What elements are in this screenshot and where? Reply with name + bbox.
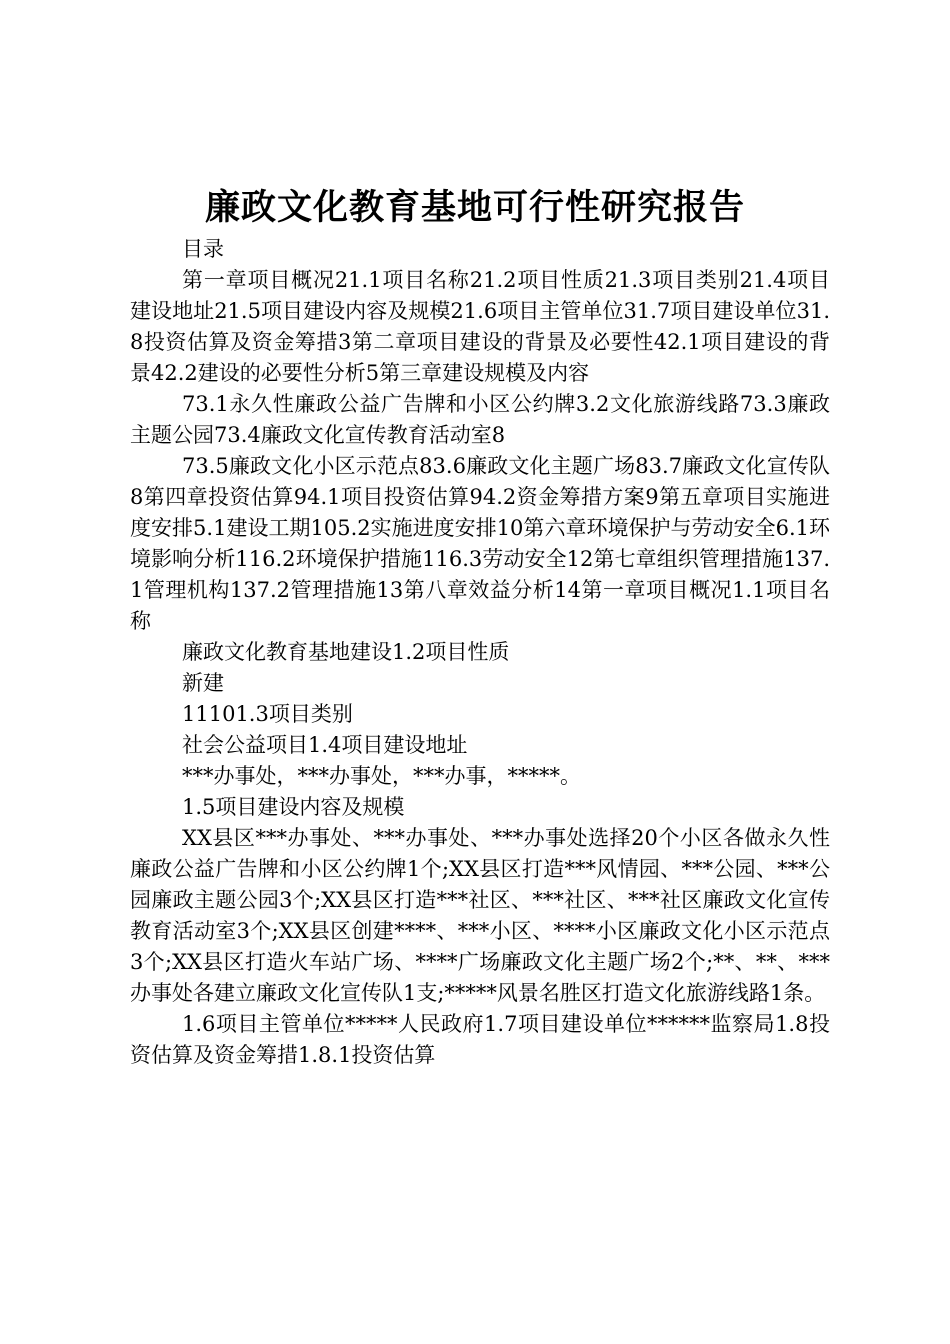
paragraph-project-address-heading: 社会公益项目1.4项目建设地址 bbox=[182, 733, 468, 757]
paragraph-project-name: 廉政文化教育基地建设1.2项目性质 bbox=[182, 640, 510, 664]
paragraph-toc-part-1: 第一章项目概况21.1项目名称21.2项目性质21.3项目类别21.4项目建设地址21.5项目建设内容及规模21.6项目主管单位31.7项目建设单位31.8投资估算及资金筹措3第二章项目建设的背景及必要性42.1项目建设的背景42.2建设的必要性分析5第三章建设规模及内容 bbox=[130, 268, 830, 385]
document-body bbox=[130, 234, 830, 1071]
paragraph-toc-heading: 目录 bbox=[182, 237, 224, 261]
paragraph-scope-heading: 1.5项目建设内容及规模 bbox=[182, 795, 405, 819]
paragraph-scope-content: XX县区***办事处、***办事处、***办事处选择20个小区各做永久性廉政公益广告牌和小区公约牌1个;XX县区打造***风情园、***公园、***公园廉政主题公园3个;XX县区打造***社区、***社区、***社区廉政文化宣传教育活动室3个;XX县区创建****、***小区、****小区廉政文化小区示范点3个;XX县区打造火车站广场、****广场廉政文化主题广场2个;**、**、***办事处各建立廉政文化宣传队1支;*****风景名胜区打造文化旅游线路1条。 bbox=[130, 826, 830, 1005]
paragraph-management-units: 1.6项目主管单位*****人民政府1.7项目建设单位******监察局1.8投资估算及资金筹措1.8.1投资估算 bbox=[130, 1012, 830, 1067]
paragraph-project-category: 11101.3项目类别 bbox=[182, 702, 353, 726]
paragraph-toc-part-2: 73.1永久性廉政公益广告牌和小区公约牌3.2文化旅游线路73.3廉政主题公园73.4廉政文化宣传教育活动室8 bbox=[130, 392, 830, 447]
paragraph-project-nature: 新建 bbox=[182, 671, 224, 695]
paragraph-project-address: ***办事处，***办事处，***办事，*****。 bbox=[182, 764, 581, 788]
document-title: 廉政文化教育基地可行性研究报告 bbox=[204, 187, 745, 228]
paragraph-toc-part-3: 73.5廉政文化小区示范点83.6廉政文化主题广场83.7廉政文化宣传队8第四章投资估算94.1项目投资估算94.2资金筹措方案9第五章项目实施进度安排5.1建设工期105.2实施进度安排10第六章环境保护与劳动安全6.1环境影响分析116.2环境保护措施116.3劳动安全12第七章组织管理措施137.1管理机构137.2管理措施13第八章效益分析14第一章项目概况1.1项目名称 bbox=[130, 454, 830, 633]
